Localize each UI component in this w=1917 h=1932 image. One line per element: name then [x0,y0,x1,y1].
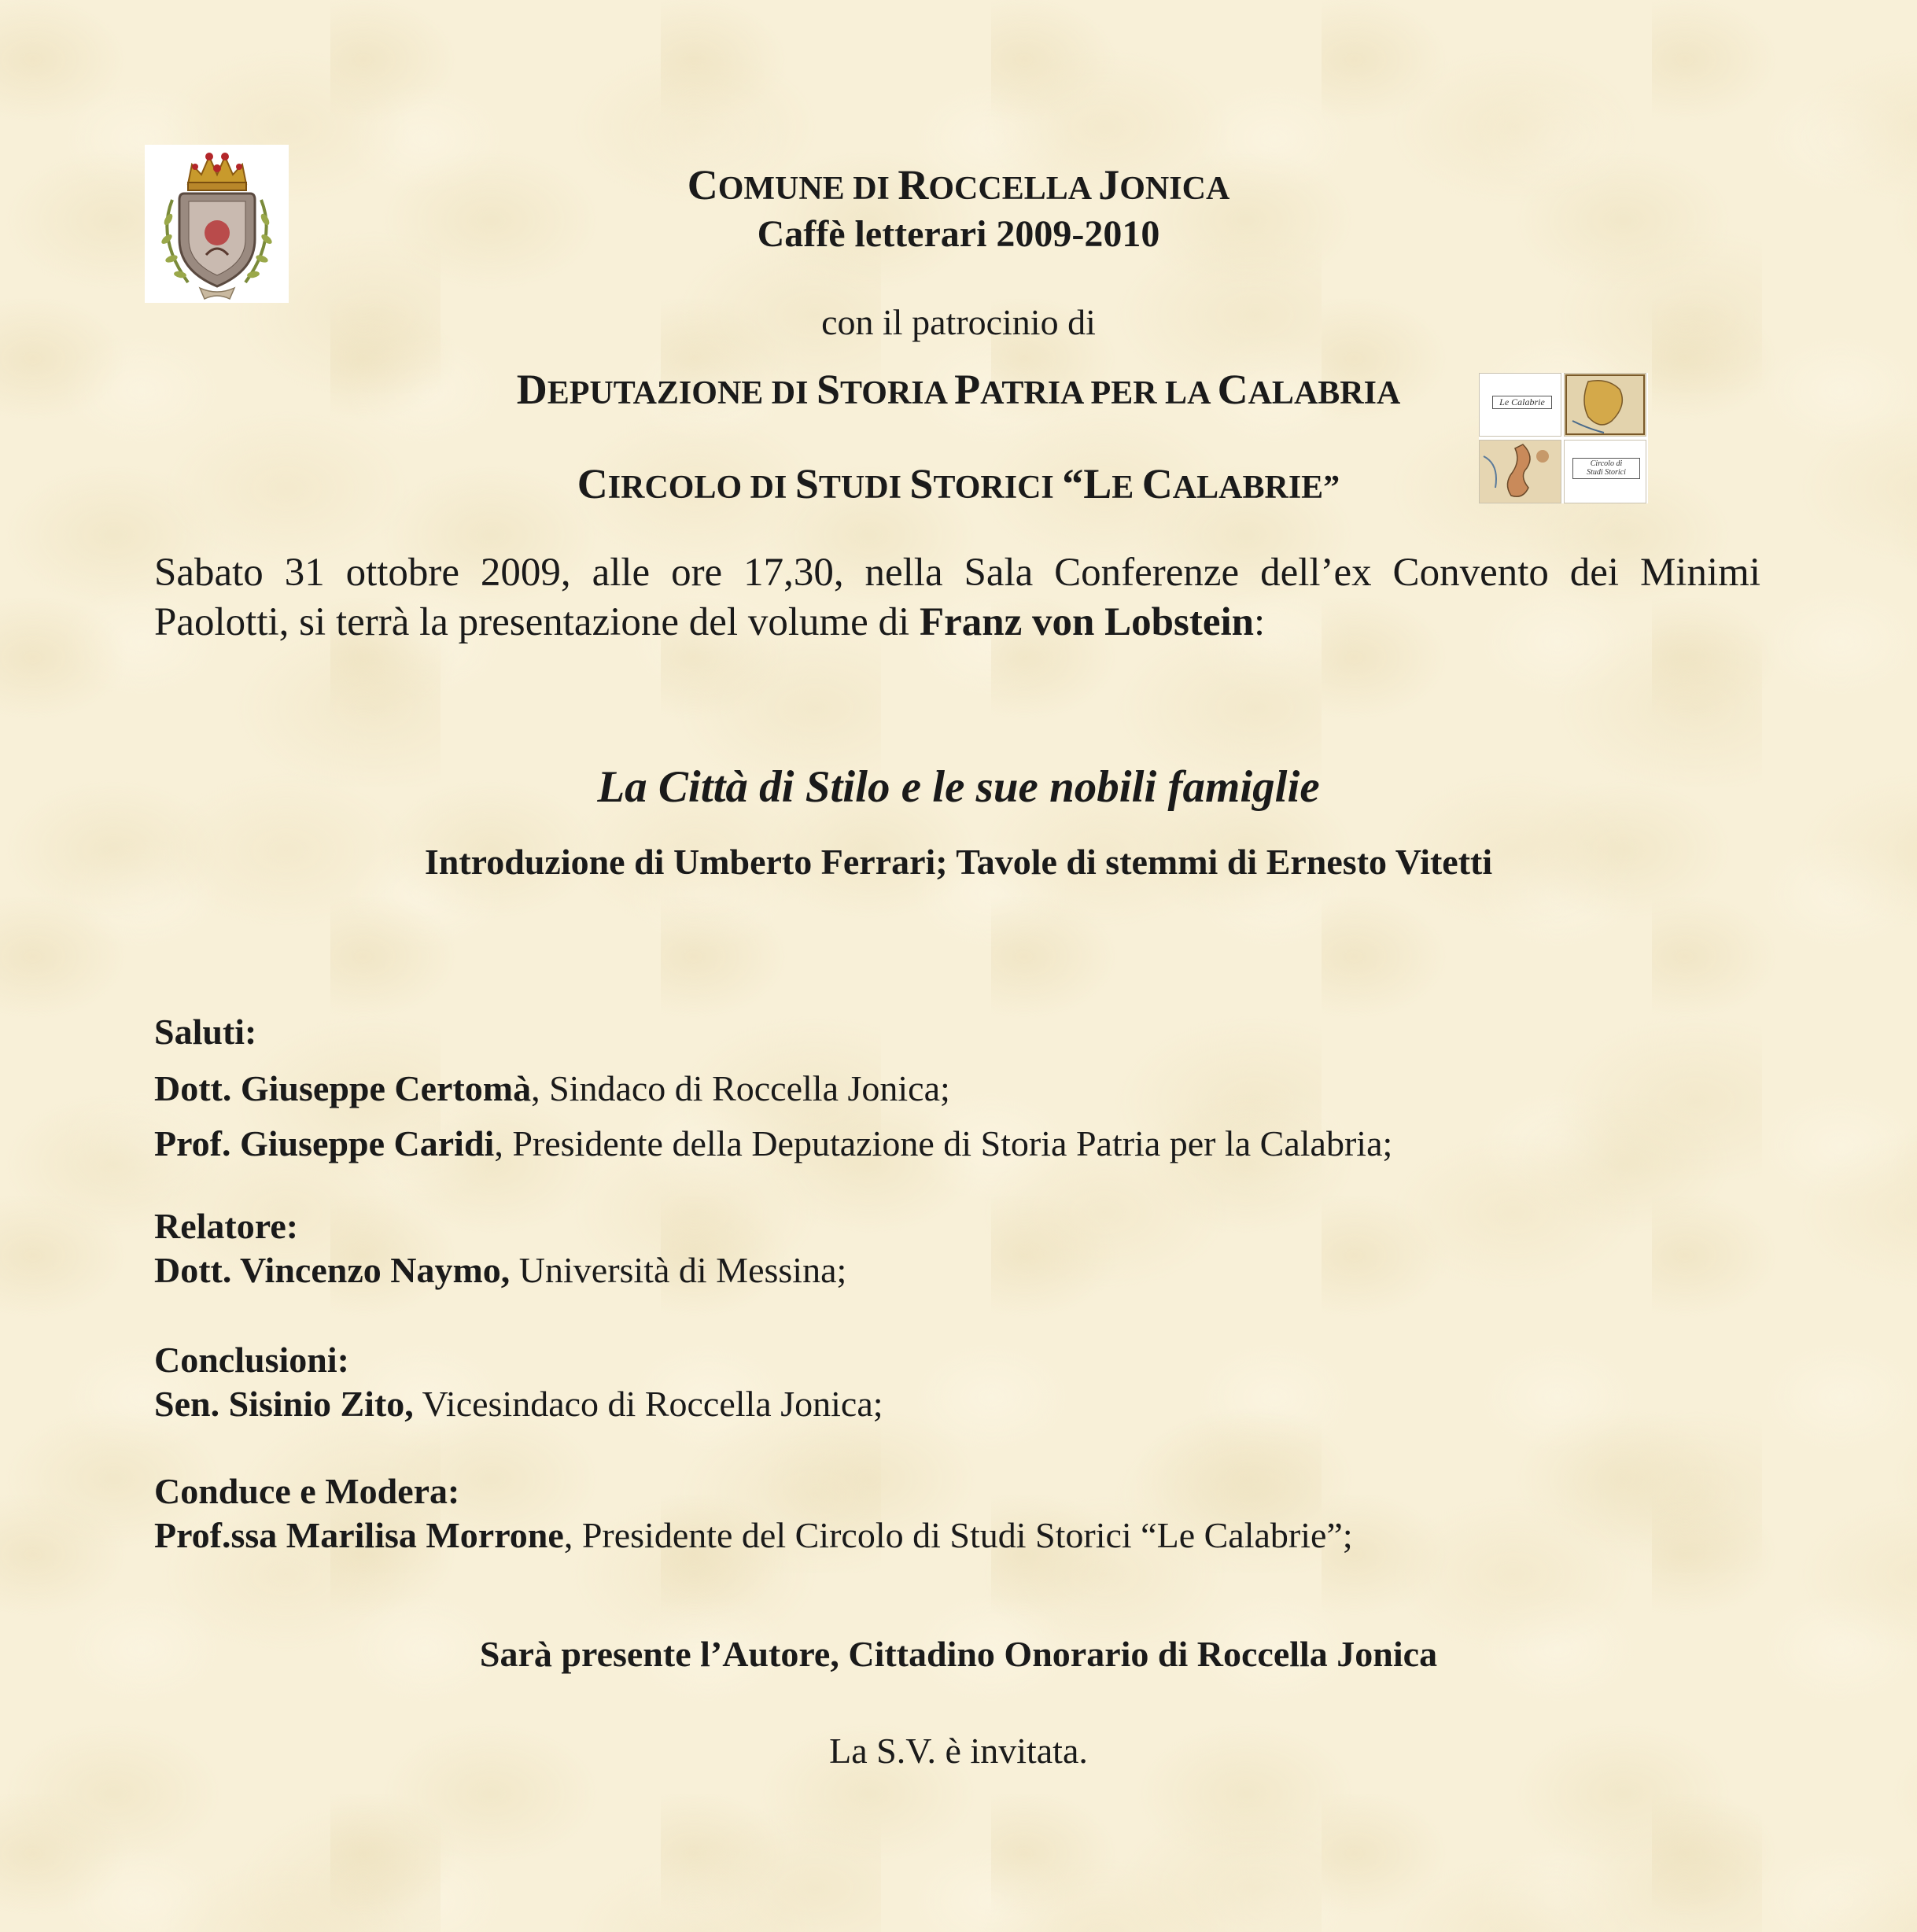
logo-label-bottom-line-1: Circolo di [1590,459,1623,468]
org-cap: C [577,460,608,507]
title-cap: C [687,161,718,208]
org-cap: C [1141,460,1173,507]
org-rest: TORIA [840,375,955,411]
moderatore-speaker [154,1512,1806,1559]
speaker-role: , Presidente della Deputazione di Storia Patria per la Calabria; [494,1123,1393,1163]
title-rest: OCCELLA [928,171,1099,207]
speaker-name: Dott. Vincenzo Naymo, [154,1250,511,1290]
org-rest: ATRIA PER LA [980,375,1218,411]
speaker-role: Vicesindaco di Roccella Jonica; [413,1384,883,1424]
org-rest: ALABRIA [1248,375,1401,411]
title-cap: J [1098,161,1120,208]
saluti-speaker-1 [154,1065,1806,1112]
event-announcement [154,548,1760,647]
org-rest: ALABRIE” [1172,470,1340,506]
moderatore-heading: Conduce e Modera: [154,1471,460,1511]
logo-label-bottom-line-2: Studi Storici [1587,467,1626,477]
relatore-speaker [154,1247,1806,1294]
org-rest: TUDI [818,470,910,506]
organization-circolo [0,456,1917,522]
speaker-role: , Sindaco di Roccella Jonica; [531,1068,950,1108]
book-subtitle: Introduzione di Umberto Ferrari; Tavole di stemmi di Ernesto Vitetti [424,842,1493,882]
org-rest: IRCOLO DI [607,470,795,506]
org-cap: P [954,366,981,413]
speaker-name: Prof. Giuseppe Caridi [154,1123,495,1163]
invitation-line: La S.V. è invitata. [829,1731,1088,1771]
title-rest: ONICA [1119,171,1230,207]
org-rest: E [1111,470,1142,506]
title-cap: R [898,161,929,208]
announcement-colon: : [1254,600,1266,644]
event-series-subtitle: Caffè letterari 2009-2010 [757,213,1160,255]
speaker-role: Università di Messina; [510,1250,847,1290]
relatore-heading: Relatore: [154,1206,299,1246]
org-cap: S [909,460,934,507]
speaker-role: , Presidente del Circolo di Studi Storici “Le Calabrie”; [563,1515,1353,1555]
org-cap: C [1217,366,1248,413]
org-rest: TORICI [933,470,1063,506]
saluti-heading: Saluti: [154,1012,257,1052]
org-cap: D [516,366,547,413]
announcement-text: Sabato 31 ottobre 2009, alle ore 17,30, nella Sala Conferenze dell’ex Convento dei Minimi Paolotti, si terrà la presentazione del volume di [154,551,1760,644]
org-cap: S [816,366,841,413]
conclusioni-heading: Conclusioni: [154,1340,349,1380]
conclusioni-speaker [154,1381,1806,1428]
org-cap: “L [1062,460,1112,507]
organization-deputazione [0,362,1917,428]
speaker-name: Dott. Giuseppe Certomà [154,1068,532,1108]
logo-label-top: Le Calabrie [1492,396,1552,409]
author-name: Franz von Lobstein [919,600,1255,644]
speaker-name: Sen. Sisinio Zito, [154,1384,414,1424]
org-cap: S [794,460,819,507]
patronage-intro: con il patrocinio di [821,302,1096,342]
saluti-speaker-2 [154,1120,1806,1167]
book-title: La Città di Stilo e le sue nobili famiglie [597,762,1320,812]
title-rest: OMUNE DI [717,171,898,207]
speaker-name: Prof.ssa Marilisa Morrone [154,1515,564,1555]
org-rest: EPUTAZIONE DI [547,375,817,411]
author-presence-note: Sarà presente l’Autore, Cittadino Onorario di Roccella Jonica [479,1634,1438,1674]
